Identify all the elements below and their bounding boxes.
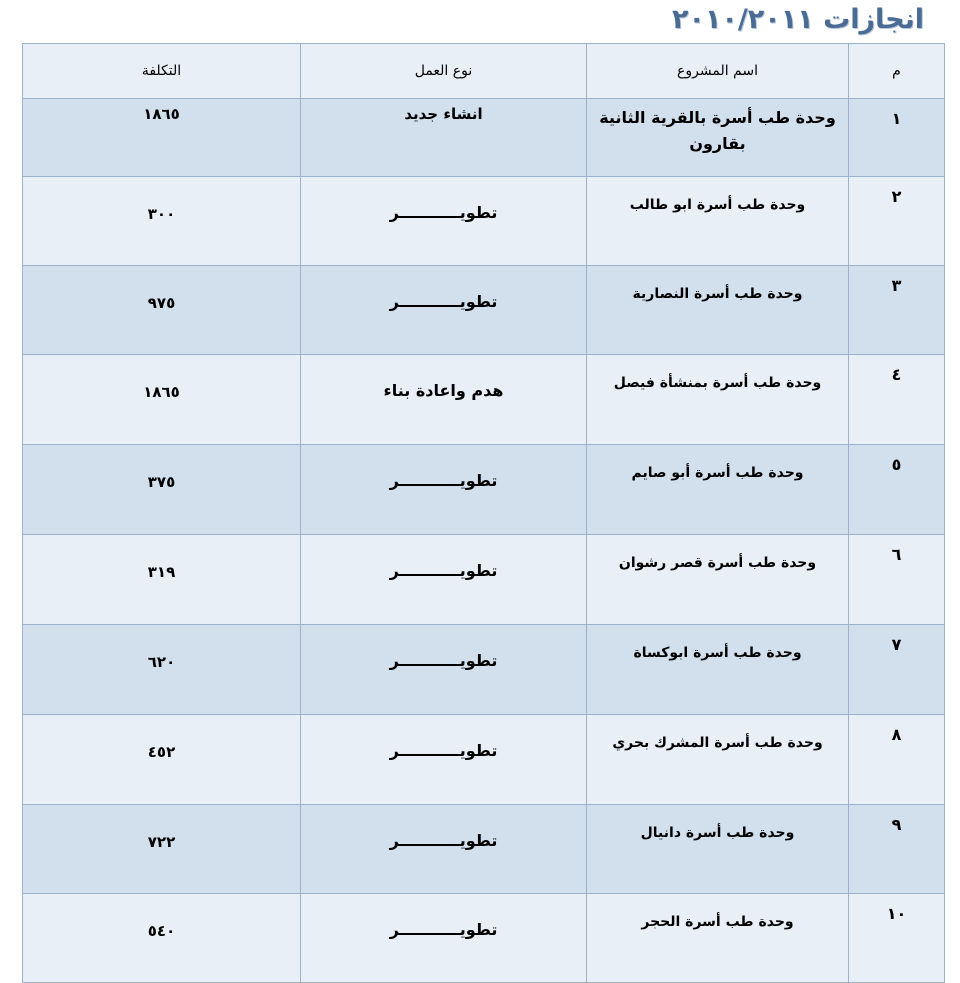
row-work-type: هدم واعادة بناء	[301, 355, 587, 445]
table-row	[23, 805, 945, 894]
row-project-name: وحدة طب أسرة أبو صايم	[587, 445, 849, 535]
row-num: ٧	[849, 625, 945, 715]
table-row	[23, 445, 945, 535]
achievements-table	[22, 43, 945, 983]
row-num: ٩	[849, 805, 945, 894]
row-work-type: انشاء جديد	[301, 99, 587, 177]
row-cost: ١٨٦٥	[23, 99, 301, 177]
row-project-name: وحدة طب أسرة قصر رشوان	[587, 535, 849, 625]
row-work-type: تطويـــــــــــر	[301, 625, 587, 715]
row-num: ٣	[849, 266, 945, 355]
row-project-name: وحدة طب أسرة ابو طالب	[587, 177, 849, 266]
row-work-type: تطويـــــــــــر	[301, 445, 587, 535]
row-work-type: تطويـــــــــــر	[301, 715, 587, 805]
row-project-name: وحدة طب أسرة ابوكساة	[587, 625, 849, 715]
table-row	[23, 266, 945, 355]
row-cost: ٦٢٠	[23, 625, 301, 715]
row-cost: ٣٧٥	[23, 445, 301, 535]
row-work-type: تطويـــــــــــر	[301, 805, 587, 894]
table-row	[23, 99, 945, 177]
row-project-name: وحدة طب أسرة الحجر	[587, 894, 849, 983]
row-num: ٢	[849, 177, 945, 266]
row-project-name: وحدة طب أسرة دانيال	[587, 805, 849, 894]
table-row	[23, 177, 945, 266]
page-title: انجازات ٢٠١٠/٢٠١١	[671, 4, 924, 35]
row-project-name: وحدة طب أسرة المشرك بحري	[587, 715, 849, 805]
row-cost: ٣٠٠	[23, 177, 301, 266]
row-project-name: وحدة طب أسرة النصارية	[587, 266, 849, 355]
row-work-type: تطويـــــــــــر	[301, 894, 587, 983]
row-num: ١	[849, 99, 945, 177]
table-row	[23, 894, 945, 983]
table-row	[23, 355, 945, 445]
row-cost: ٤٥٢	[23, 715, 301, 805]
row-num: ٦	[849, 535, 945, 625]
row-cost: ٥٤٠	[23, 894, 301, 983]
row-num: ٤	[849, 355, 945, 445]
table-row	[23, 715, 945, 805]
table-header-row	[23, 44, 945, 99]
table-row	[23, 535, 945, 625]
header-work-type: نوع العمل	[301, 44, 587, 99]
row-work-type: تطويـــــــــــر	[301, 266, 587, 355]
table-row	[23, 625, 945, 715]
row-work-type: تطويـــــــــــر	[301, 535, 587, 625]
row-num: ٨	[849, 715, 945, 805]
row-num: ٥	[849, 445, 945, 535]
row-cost: ٩٧٥	[23, 266, 301, 355]
row-work-type: تطويـــــــــــر	[301, 177, 587, 266]
header-num: م	[849, 44, 945, 99]
header-cost: التكلفة	[23, 44, 301, 99]
row-cost: ٧٢٢	[23, 805, 301, 894]
row-project-name: وحدة طب أسرة بمنشأة فيصل	[587, 355, 849, 445]
header-project-name: اسم المشروع	[587, 44, 849, 99]
row-cost: ٣١٩	[23, 535, 301, 625]
row-num: ١٠	[849, 894, 945, 983]
row-cost: ١٨٦٥	[23, 355, 301, 445]
row-project-name: وحدة طب أسرة بالقرية الثانية بقارون	[587, 99, 849, 177]
